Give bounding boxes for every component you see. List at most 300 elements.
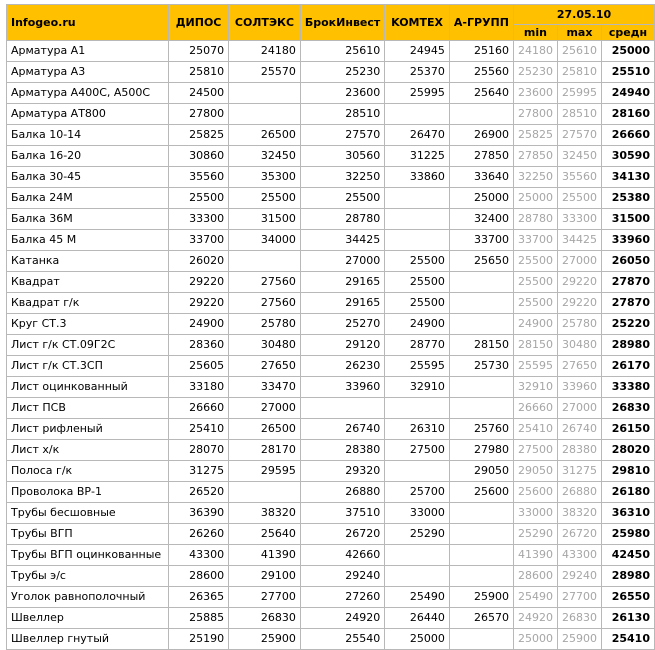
min-price-cell: 25490 xyxy=(513,587,557,608)
min-price-cell: 25500 xyxy=(513,272,557,293)
product-name-cell: Лист рифленый xyxy=(7,419,169,440)
price-cell: 33860 xyxy=(385,167,450,188)
price-rows xyxy=(7,41,655,650)
min-price-cell: 29050 xyxy=(513,461,557,482)
price-cell: 27000 xyxy=(229,398,301,419)
max-price-cell: 27650 xyxy=(557,356,601,377)
table-row xyxy=(7,314,655,335)
price-cell: 25500 xyxy=(300,188,384,209)
price-cell: 25000 xyxy=(449,188,513,209)
price-cell: 26440 xyxy=(385,608,450,629)
avg-price-cell: 42450 xyxy=(601,545,654,566)
price-cell: 26260 xyxy=(169,524,229,545)
price-cell: 25190 xyxy=(169,629,229,650)
product-name-cell: Арматура А3 xyxy=(7,62,169,83)
avg-price-cell: 27870 xyxy=(601,272,654,293)
price-cell: 26830 xyxy=(229,608,301,629)
price-cell: 25000 xyxy=(385,629,450,650)
price-cell: 25825 xyxy=(169,125,229,146)
price-cell: 25640 xyxy=(449,83,513,104)
product-name-cell: Лист г/к СТ.3СП xyxy=(7,356,169,377)
product-name-cell: Балка 16-20 xyxy=(7,146,169,167)
max-price-cell: 25500 xyxy=(557,188,601,209)
price-cell xyxy=(385,461,450,482)
avg-price-cell: 26170 xyxy=(601,356,654,377)
price-cell: 25290 xyxy=(385,524,450,545)
max-price-cell: 26720 xyxy=(557,524,601,545)
product-name-cell: Уголок равнополочный xyxy=(7,587,169,608)
price-cell: 33180 xyxy=(169,377,229,398)
avg-price-cell: 25380 xyxy=(601,188,654,209)
price-cell xyxy=(449,566,513,587)
min-price-cell: 25410 xyxy=(513,419,557,440)
price-cell xyxy=(449,272,513,293)
product-name-cell: Лист х/к xyxy=(7,440,169,461)
price-table xyxy=(6,4,655,650)
price-cell: 25500 xyxy=(229,188,301,209)
price-cell: 25700 xyxy=(385,482,450,503)
table-row xyxy=(7,146,655,167)
price-cell: 31500 xyxy=(229,209,301,230)
avg-price-cell: 25220 xyxy=(601,314,654,335)
max-price-cell: 35560 xyxy=(557,167,601,188)
price-cell: 31225 xyxy=(385,146,450,167)
price-cell: 38320 xyxy=(229,503,301,524)
avg-price-cell: 28020 xyxy=(601,440,654,461)
max-price-cell: 33300 xyxy=(557,209,601,230)
max-price-cell: 31275 xyxy=(557,461,601,482)
price-cell: 26880 xyxy=(300,482,384,503)
min-price-cell: 28600 xyxy=(513,566,557,587)
price-cell xyxy=(449,524,513,545)
product-name-cell: Проволока ВР-1 xyxy=(7,482,169,503)
price-cell xyxy=(385,545,450,566)
price-cell xyxy=(449,545,513,566)
table-row xyxy=(7,125,655,146)
price-cell xyxy=(449,629,513,650)
price-cell: 25540 xyxy=(300,629,384,650)
product-name-cell: Швеллер xyxy=(7,608,169,629)
price-cell: 35300 xyxy=(229,167,301,188)
min-price-cell: 25500 xyxy=(513,251,557,272)
min-price-cell: 32910 xyxy=(513,377,557,398)
avg-price-cell: 26550 xyxy=(601,587,654,608)
min-price-cell: 24920 xyxy=(513,608,557,629)
price-cell: 25780 xyxy=(229,314,301,335)
max-price-cell: 25810 xyxy=(557,62,601,83)
avg-price-cell: 28980 xyxy=(601,566,654,587)
price-cell: 29595 xyxy=(229,461,301,482)
price-cell: 27700 xyxy=(229,587,301,608)
table-row xyxy=(7,461,655,482)
max-price-cell: 25610 xyxy=(557,41,601,62)
price-cell: 26470 xyxy=(385,125,450,146)
price-cell: 25500 xyxy=(385,272,450,293)
min-price-cell: 25595 xyxy=(513,356,557,377)
price-cell xyxy=(449,398,513,419)
price-cell xyxy=(385,398,450,419)
product-name-cell: Квадрат xyxy=(7,272,169,293)
price-cell: 33470 xyxy=(229,377,301,398)
price-cell: 29120 xyxy=(300,335,384,356)
min-price-cell: 27500 xyxy=(513,440,557,461)
max-price-cell: 28380 xyxy=(557,440,601,461)
price-cell: 29320 xyxy=(300,461,384,482)
product-name-cell: Круг СТ.3 xyxy=(7,314,169,335)
price-cell: 33640 xyxy=(449,167,513,188)
price-cell: 25570 xyxy=(229,62,301,83)
price-cell xyxy=(229,83,301,104)
avg-header: средн xyxy=(601,25,654,41)
min-header: min xyxy=(513,25,557,41)
price-cell: 26740 xyxy=(300,419,384,440)
table-row xyxy=(7,503,655,524)
min-price-cell: 24180 xyxy=(513,41,557,62)
price-cell xyxy=(449,293,513,314)
price-cell: 26720 xyxy=(300,524,384,545)
company-header-a-group: А-ГРУПП xyxy=(449,5,513,41)
avg-price-cell: 25510 xyxy=(601,62,654,83)
price-cell: 27980 xyxy=(449,440,513,461)
avg-price-cell: 25410 xyxy=(601,629,654,650)
table-row xyxy=(7,272,655,293)
price-cell: 25730 xyxy=(449,356,513,377)
price-cell: 25640 xyxy=(229,524,301,545)
max-price-cell: 28510 xyxy=(557,104,601,125)
price-cell: 33700 xyxy=(169,230,229,251)
product-name-cell: Арматура А400С, А500С xyxy=(7,83,169,104)
price-cell: 24900 xyxy=(169,314,229,335)
product-name-cell: Квадрат г/к xyxy=(7,293,169,314)
table-row xyxy=(7,440,655,461)
price-cell: 29100 xyxy=(229,566,301,587)
price-cell: 25995 xyxy=(385,83,450,104)
price-cell: 24180 xyxy=(229,41,301,62)
price-cell xyxy=(385,188,450,209)
max-price-cell: 30480 xyxy=(557,335,601,356)
price-cell: 26500 xyxy=(229,419,301,440)
product-name-cell: Трубы ВГП xyxy=(7,524,169,545)
product-name-cell: Трубы бесшовные xyxy=(7,503,169,524)
min-price-cell: 25230 xyxy=(513,62,557,83)
company-header-komtex: KOMTEX xyxy=(385,5,450,41)
product-name-cell: Балка 10-14 xyxy=(7,125,169,146)
price-cell xyxy=(229,482,301,503)
table-row xyxy=(7,293,655,314)
price-cell: 25070 xyxy=(169,41,229,62)
max-price-cell: 32450 xyxy=(557,146,601,167)
price-cell: 26660 xyxy=(169,398,229,419)
price-cell: 26900 xyxy=(449,125,513,146)
price-cell: 25760 xyxy=(449,419,513,440)
avg-price-cell: 24940 xyxy=(601,83,654,104)
min-price-cell: 25290 xyxy=(513,524,557,545)
min-price-cell: 25600 xyxy=(513,482,557,503)
price-cell: 41390 xyxy=(229,545,301,566)
price-cell: 27260 xyxy=(300,587,384,608)
product-name-cell: Трубы э/с xyxy=(7,566,169,587)
table-row xyxy=(7,230,655,251)
price-cell: 29220 xyxy=(169,272,229,293)
price-cell: 29165 xyxy=(300,272,384,293)
price-cell: 25885 xyxy=(169,608,229,629)
price-cell: 28150 xyxy=(449,335,513,356)
price-cell xyxy=(300,398,384,419)
max-price-cell: 25900 xyxy=(557,629,601,650)
company-header-brokinvest: БрокИнвест xyxy=(300,5,384,41)
product-name-cell: Лист оцинкованный xyxy=(7,377,169,398)
price-cell xyxy=(385,566,450,587)
price-cell: 26570 xyxy=(449,608,513,629)
price-cell: 26365 xyxy=(169,587,229,608)
max-price-cell: 27570 xyxy=(557,125,601,146)
max-price-cell: 26880 xyxy=(557,482,601,503)
price-cell: 28380 xyxy=(300,440,384,461)
price-cell: 25490 xyxy=(385,587,450,608)
price-cell: 33700 xyxy=(449,230,513,251)
price-cell: 28510 xyxy=(300,104,384,125)
price-cell: 25900 xyxy=(449,587,513,608)
table-row xyxy=(7,83,655,104)
product-name-cell: Полоса г/к xyxy=(7,461,169,482)
price-cell xyxy=(385,209,450,230)
price-cell: 25500 xyxy=(385,293,450,314)
price-cell: 35560 xyxy=(169,167,229,188)
price-cell: 33300 xyxy=(169,209,229,230)
price-cell: 27500 xyxy=(385,440,450,461)
price-cell: 25600 xyxy=(449,482,513,503)
price-cell: 34000 xyxy=(229,230,301,251)
avg-price-cell: 28980 xyxy=(601,335,654,356)
company-header-soltex: СОЛТЭКС xyxy=(229,5,301,41)
price-cell: 29165 xyxy=(300,293,384,314)
product-name-cell: Лист г/к СТ.09Г2С xyxy=(7,335,169,356)
price-cell: 27650 xyxy=(229,356,301,377)
price-cell xyxy=(229,251,301,272)
table-row xyxy=(7,629,655,650)
table-row xyxy=(7,398,655,419)
price-cell: 28070 xyxy=(169,440,229,461)
price-cell: 42660 xyxy=(300,545,384,566)
site-name-header: Infogeo.ru xyxy=(7,5,169,41)
price-cell: 25610 xyxy=(300,41,384,62)
price-cell: 23600 xyxy=(300,83,384,104)
price-cell: 28360 xyxy=(169,335,229,356)
price-cell: 29240 xyxy=(300,566,384,587)
price-cell: 28780 xyxy=(300,209,384,230)
product-name-cell: Трубы ВГП оцинкованные xyxy=(7,545,169,566)
avg-price-cell: 26130 xyxy=(601,608,654,629)
table-row xyxy=(7,104,655,125)
min-price-cell: 28150 xyxy=(513,335,557,356)
max-price-cell: 38320 xyxy=(557,503,601,524)
min-price-cell: 26660 xyxy=(513,398,557,419)
price-cell: 25595 xyxy=(385,356,450,377)
price-cell: 34425 xyxy=(300,230,384,251)
min-price-cell: 27800 xyxy=(513,104,557,125)
price-cell: 26020 xyxy=(169,251,229,272)
max-price-cell: 33960 xyxy=(557,377,601,398)
product-name-cell: Катанка xyxy=(7,251,169,272)
avg-price-cell: 26180 xyxy=(601,482,654,503)
table-row xyxy=(7,167,655,188)
max-price-cell: 27000 xyxy=(557,398,601,419)
price-cell xyxy=(385,104,450,125)
max-price-cell: 25780 xyxy=(557,314,601,335)
price-cell: 30480 xyxy=(229,335,301,356)
min-price-cell: 27850 xyxy=(513,146,557,167)
price-cell: 33960 xyxy=(300,377,384,398)
table-row xyxy=(7,482,655,503)
price-cell: 29220 xyxy=(169,293,229,314)
table-row xyxy=(7,335,655,356)
price-cell: 26230 xyxy=(300,356,384,377)
product-name-cell: Лист ПСВ xyxy=(7,398,169,419)
min-price-cell: 33700 xyxy=(513,230,557,251)
price-cell: 25900 xyxy=(229,629,301,650)
price-cell: 27560 xyxy=(229,272,301,293)
avg-price-cell: 31500 xyxy=(601,209,654,230)
min-price-cell: 23600 xyxy=(513,83,557,104)
min-price-cell: 25000 xyxy=(513,629,557,650)
avg-price-cell: 26150 xyxy=(601,419,654,440)
min-price-cell: 41390 xyxy=(513,545,557,566)
price-cell: 27000 xyxy=(300,251,384,272)
avg-price-cell: 33960 xyxy=(601,230,654,251)
product-name-cell: Балка 24М xyxy=(7,188,169,209)
price-cell: 24945 xyxy=(385,41,450,62)
max-price-cell: 34425 xyxy=(557,230,601,251)
table-row xyxy=(7,41,655,62)
price-cell: 27850 xyxy=(449,146,513,167)
avg-price-cell: 25000 xyxy=(601,41,654,62)
price-cell: 32250 xyxy=(300,167,384,188)
avg-price-cell: 27870 xyxy=(601,293,654,314)
min-price-cell: 25500 xyxy=(513,293,557,314)
min-price-cell: 25825 xyxy=(513,125,557,146)
table-row xyxy=(7,356,655,377)
price-cell: 25500 xyxy=(169,188,229,209)
avg-price-cell: 28160 xyxy=(601,104,654,125)
table-row xyxy=(7,524,655,545)
price-cell: 33000 xyxy=(385,503,450,524)
price-cell: 28770 xyxy=(385,335,450,356)
avg-price-cell: 29810 xyxy=(601,461,654,482)
min-price-cell: 33000 xyxy=(513,503,557,524)
table-row xyxy=(7,377,655,398)
price-cell: 29050 xyxy=(449,461,513,482)
price-cell: 25230 xyxy=(300,62,384,83)
price-cell xyxy=(385,230,450,251)
price-cell: 32450 xyxy=(229,146,301,167)
avg-price-cell: 26830 xyxy=(601,398,654,419)
price-cell: 24920 xyxy=(300,608,384,629)
price-cell xyxy=(449,377,513,398)
max-price-cell: 27700 xyxy=(557,587,601,608)
price-cell: 25410 xyxy=(169,419,229,440)
price-cell: 25810 xyxy=(169,62,229,83)
price-cell: 25560 xyxy=(449,62,513,83)
price-cell: 31275 xyxy=(169,461,229,482)
price-cell: 32910 xyxy=(385,377,450,398)
price-cell: 25370 xyxy=(385,62,450,83)
min-price-cell: 25000 xyxy=(513,188,557,209)
price-cell: 28170 xyxy=(229,440,301,461)
price-cell: 30860 xyxy=(169,146,229,167)
table-row xyxy=(7,566,655,587)
product-name-cell: Балка 30-45 xyxy=(7,167,169,188)
max-price-cell: 29220 xyxy=(557,293,601,314)
avg-price-cell: 30590 xyxy=(601,146,654,167)
table-row xyxy=(7,188,655,209)
min-price-cell: 24900 xyxy=(513,314,557,335)
max-price-cell: 29220 xyxy=(557,272,601,293)
product-name-cell: Балка 36М xyxy=(7,209,169,230)
price-cell: 26520 xyxy=(169,482,229,503)
avg-price-cell: 34130 xyxy=(601,167,654,188)
avg-price-cell: 26050 xyxy=(601,251,654,272)
price-cell: 27570 xyxy=(300,125,384,146)
date-header: 27.05.10 xyxy=(513,5,654,25)
price-cell: 25270 xyxy=(300,314,384,335)
price-cell: 24500 xyxy=(169,83,229,104)
price-cell: 27560 xyxy=(229,293,301,314)
max-price-cell: 27000 xyxy=(557,251,601,272)
table-row xyxy=(7,62,655,83)
price-cell: 30560 xyxy=(300,146,384,167)
price-cell: 32400 xyxy=(449,209,513,230)
table-row xyxy=(7,587,655,608)
price-cell: 25605 xyxy=(169,356,229,377)
max-price-cell: 26740 xyxy=(557,419,601,440)
table-row xyxy=(7,209,655,230)
product-name-cell: Балка 45 М xyxy=(7,230,169,251)
price-cell: 27800 xyxy=(169,104,229,125)
product-name-cell: Арматура А1 xyxy=(7,41,169,62)
table-row xyxy=(7,251,655,272)
price-cell: 25160 xyxy=(449,41,513,62)
product-name-cell: Швеллер гнутый xyxy=(7,629,169,650)
price-cell: 25500 xyxy=(385,251,450,272)
price-cell: 37510 xyxy=(300,503,384,524)
product-name-cell: Арматура АТ800 xyxy=(7,104,169,125)
price-cell xyxy=(449,503,513,524)
price-cell: 43300 xyxy=(169,545,229,566)
max-header: max xyxy=(557,25,601,41)
price-cell: 26500 xyxy=(229,125,301,146)
price-cell xyxy=(449,314,513,335)
max-price-cell: 43300 xyxy=(557,545,601,566)
avg-price-cell: 26660 xyxy=(601,125,654,146)
avg-price-cell: 25980 xyxy=(601,524,654,545)
max-price-cell: 26830 xyxy=(557,608,601,629)
price-cell: 26310 xyxy=(385,419,450,440)
price-cell xyxy=(449,104,513,125)
max-price-cell: 29240 xyxy=(557,566,601,587)
company-header-dipos: ДИПОС xyxy=(169,5,229,41)
max-price-cell: 25995 xyxy=(557,83,601,104)
price-cell: 24900 xyxy=(385,314,450,335)
avg-price-cell: 33380 xyxy=(601,377,654,398)
price-cell xyxy=(229,104,301,125)
min-price-cell: 28780 xyxy=(513,209,557,230)
price-cell: 25650 xyxy=(449,251,513,272)
table-row xyxy=(7,545,655,566)
avg-price-cell: 36310 xyxy=(601,503,654,524)
price-cell: 36390 xyxy=(169,503,229,524)
price-cell: 28600 xyxy=(169,566,229,587)
table-row xyxy=(7,419,655,440)
